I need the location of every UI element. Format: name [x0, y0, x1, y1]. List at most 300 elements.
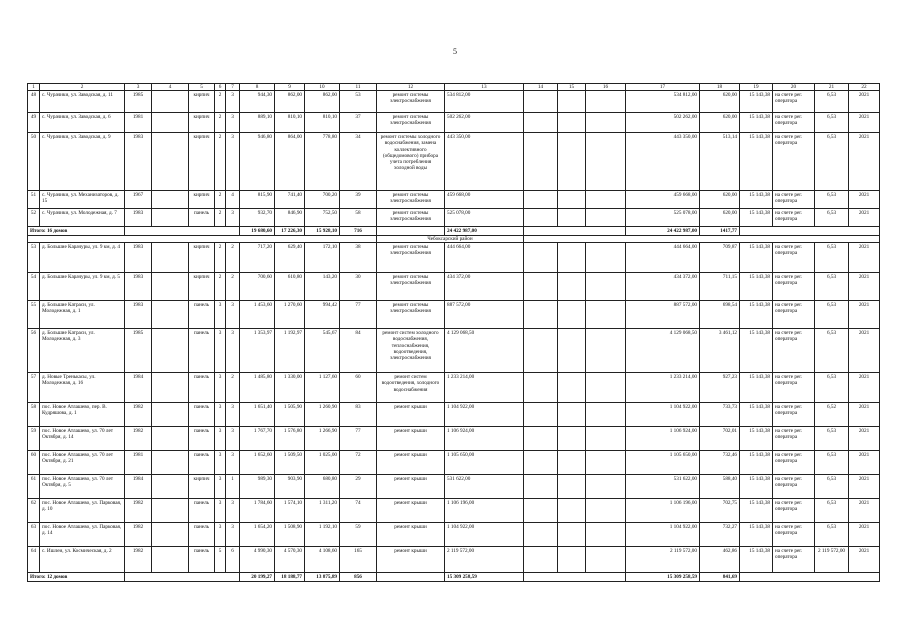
table-cell: ремонт системы электроснабжения — [377, 301, 445, 329]
table-cell: 3 — [226, 301, 240, 329]
table-cell: 2021 — [849, 403, 880, 427]
table-cell: кирпич — [189, 91, 215, 113]
table-cell: 1981 — [125, 451, 152, 475]
table-cell: 6,53 — [815, 427, 849, 451]
table-cell: 1 485,80 — [240, 373, 275, 403]
table-cell: 525 078,00 — [626, 209, 700, 227]
table-cell: 887 572,00 — [445, 301, 524, 329]
table-row — [28, 499, 880, 523]
table-cell: 732,27 — [700, 523, 740, 547]
table-cell: 14 — [524, 84, 558, 91]
table-cell — [558, 523, 586, 547]
table-cell: 2021 — [849, 243, 880, 273]
table-cell: 741,40 — [275, 191, 305, 209]
table-row — [28, 113, 880, 133]
table-cell — [524, 475, 558, 499]
table-cell: кирпич — [189, 191, 215, 209]
table-cell: 51 — [28, 191, 40, 209]
table-cell: 61 — [28, 475, 40, 499]
table-cell: 1 574,10 — [275, 499, 305, 523]
table-row — [28, 329, 880, 373]
table-cell: кирпич — [189, 243, 215, 273]
table-cell — [152, 547, 189, 573]
table-cell: 1 233 214,00 — [445, 373, 524, 403]
table-cell: 15 143,38 — [740, 403, 773, 427]
table-cell: 6,53 — [815, 91, 849, 113]
table-cell: 58 — [28, 403, 40, 427]
table-cell: пос. Новое Атлашево, ул. 70 лет Октября, д. 21 — [40, 451, 125, 475]
housing-repair-table — [27, 83, 880, 582]
table-cell: 2021 — [849, 451, 880, 475]
table-cell: 462,86 — [700, 547, 740, 573]
table-cell: 702,75 — [700, 499, 740, 523]
table-cell: 72 — [340, 451, 377, 475]
table-cell: пос. Новое Атлашево, ул. Парковая, д. 10 — [40, 499, 125, 523]
table-cell — [28, 236, 377, 243]
table-cell: на счете рег. оператора — [773, 523, 815, 547]
table-cell: 1 127,60 — [305, 373, 340, 403]
table-cell: с. Ишлеи, ул. Космическая, д. 2 — [40, 547, 125, 573]
table-cell — [586, 475, 626, 499]
table-cell: 9 — [275, 84, 305, 91]
table-cell: панель — [189, 301, 215, 329]
table-cell: 4 129 068,50 — [445, 329, 524, 373]
table-cell: 502 262,00 — [626, 113, 700, 133]
table-cell — [152, 191, 189, 209]
table-cell: 15 143,38 — [740, 329, 773, 373]
table-cell: ремонт крыши — [377, 499, 445, 523]
table-cell — [524, 523, 558, 547]
table-cell: 841,69 — [700, 573, 740, 582]
table-cell: 24 422 987,00 — [445, 227, 524, 236]
table-cell: 1 192,97 — [275, 329, 305, 373]
table-cell: 1982 — [125, 547, 152, 573]
table-cell: 6,53 — [815, 273, 849, 301]
table-cell: 15 309 258,59 — [445, 573, 524, 582]
table-cell: 2 — [215, 91, 226, 113]
table-cell: 1984 — [125, 475, 152, 499]
table-cell: 3 — [226, 91, 240, 113]
table-cell: 83 — [340, 403, 377, 427]
table-cell: 15 143,38 — [740, 523, 773, 547]
table-cell: 1985 — [125, 329, 152, 373]
table-cell: 1 330,00 — [275, 373, 305, 403]
table-cell: 57 — [28, 373, 40, 403]
table-cell: 2 — [40, 84, 125, 91]
page-number: 5 — [453, 47, 457, 56]
table-cell: на счете рег. оператора — [773, 209, 815, 227]
table-cell — [152, 91, 189, 113]
table-cell: кирпич — [189, 273, 215, 301]
table-cell: на счете рег. оператора — [773, 427, 815, 451]
table-cell: д. Новые Тренькасы, ул. Молодежная, д. 16 — [40, 373, 125, 403]
table-cell: 680,80 — [305, 475, 340, 499]
table-cell: 443 350,00 — [626, 133, 700, 191]
table-row — [28, 133, 880, 191]
table-cell: ремонт крыши — [377, 547, 445, 573]
table-cell: 5 — [215, 547, 226, 573]
table-cell: 11 — [340, 84, 377, 91]
table-cell: 60 — [340, 373, 377, 403]
table-cell: 862,00 — [275, 91, 305, 113]
table-row — [28, 243, 880, 273]
table-cell: 6,53 — [815, 133, 849, 191]
table-cell: Чебоксарский район — [377, 236, 524, 243]
table-cell: 2021 — [849, 133, 880, 191]
table-cell: 620,00 — [700, 209, 740, 227]
table-cell — [524, 499, 558, 523]
table-cell: 700,60 — [240, 273, 275, 301]
table-row — [28, 475, 880, 499]
table-cell: 1 784,60 — [240, 499, 275, 523]
table-cell — [586, 191, 626, 209]
table-cell: 53 — [340, 91, 377, 113]
table-cell: 18 188,77 — [275, 573, 305, 582]
table-cell — [524, 227, 626, 236]
table-cell: панель — [189, 451, 215, 475]
table-cell — [558, 329, 586, 373]
table-cell: 862,00 — [305, 91, 340, 113]
table-cell: 6,53 — [815, 209, 849, 227]
table-cell: 1983 — [125, 273, 152, 301]
table-cell: 6 — [226, 547, 240, 573]
table-cell — [125, 227, 240, 236]
table-cell — [586, 373, 626, 403]
table-cell — [586, 329, 626, 373]
table-cell: 1 260,90 — [305, 403, 340, 427]
table-cell — [152, 523, 189, 547]
table-cell — [558, 499, 586, 523]
table-cell: 2 — [215, 273, 226, 301]
table-cell — [586, 243, 626, 273]
column-number-row — [28, 84, 880, 91]
table-cell: 1 651,40 — [240, 403, 275, 427]
table-cell: 20 199,27 — [240, 573, 275, 582]
table-row — [28, 91, 880, 113]
table-cell: 17 — [626, 84, 700, 91]
table-cell: 944,30 — [240, 91, 275, 113]
table-cell: 887 572,00 — [626, 301, 700, 329]
table-cell: 3 461,12 — [700, 329, 740, 373]
table-row — [28, 273, 880, 301]
table-cell: 444 664,00 — [626, 243, 700, 273]
table-cell: 3 — [215, 373, 226, 403]
table-cell — [586, 427, 626, 451]
table-cell: ремонт системы электроснабжения — [377, 113, 445, 133]
table-cell: ремонт системы электроснабжения — [377, 273, 445, 301]
table-cell: 39 — [340, 191, 377, 209]
table-cell: 2 — [215, 209, 226, 227]
table-cell: на счете рег. оператора — [773, 547, 815, 573]
table-cell: 717,20 — [240, 243, 275, 273]
table-cell: 903,90 — [275, 475, 305, 499]
table-cell: 6,53 — [815, 475, 849, 499]
table-cell: 3 — [226, 329, 240, 373]
table-cell: ремонт системы электроснабжения — [377, 243, 445, 273]
table-cell — [586, 91, 626, 113]
table-cell: 15 143,38 — [740, 451, 773, 475]
table-cell — [586, 301, 626, 329]
table-cell: пос. Новое Атлашево, ул. 70 лет Октября, д. 14 — [40, 427, 125, 451]
table-cell — [524, 91, 558, 113]
table-cell — [586, 113, 626, 133]
table-cell: 864,00 — [275, 133, 305, 191]
table-cell: 932,70 — [240, 209, 275, 227]
table-cell — [524, 191, 558, 209]
table-cell — [152, 243, 189, 273]
table-cell: 2 — [215, 243, 226, 273]
table-cell — [524, 573, 626, 582]
table-cell — [558, 301, 586, 329]
table-cell: д. Большие Карачуры, ул. 9 км, д. 5 — [40, 273, 125, 301]
table-cell: ремонт крыши — [377, 475, 445, 499]
table-cell: 4 570,30 — [275, 547, 305, 573]
table-cell — [524, 329, 558, 373]
table-cell: 15 143,38 — [740, 373, 773, 403]
table-cell: 2 — [226, 373, 240, 403]
table-row — [28, 209, 880, 227]
table-cell: 1 192,10 — [305, 523, 340, 547]
table-cell: 15 309 258,59 — [626, 573, 700, 582]
table-cell: 19 680,60 — [240, 227, 275, 236]
table-cell — [558, 243, 586, 273]
table-cell: панель — [189, 547, 215, 573]
table-cell: 1 509,50 — [275, 451, 305, 475]
table-cell — [586, 499, 626, 523]
table-cell: 77 — [340, 301, 377, 329]
table-cell: на счете рег. оператора — [773, 451, 815, 475]
table-cell: 1983 — [125, 301, 152, 329]
table-cell: 1 106 196,00 — [626, 499, 700, 523]
table-cell: 74 — [340, 499, 377, 523]
table-cell: 4 — [152, 84, 189, 91]
table-cell: ремонт системы холодного водоснабжения, замена коллективного (общедомового) прибора учета потребления холодной воды — [377, 133, 445, 191]
table-cell: 752,50 — [305, 209, 340, 227]
table-cell: 1 233 214,00 — [626, 373, 700, 403]
table-cell — [152, 113, 189, 133]
table-cell: 172,10 — [305, 243, 340, 273]
table-cell: 15 — [558, 84, 586, 91]
table-cell: 1981 — [125, 113, 152, 133]
table-row — [28, 451, 880, 475]
table-cell: 3 — [226, 133, 240, 191]
table-cell: 1982 — [125, 499, 152, 523]
table-cell — [377, 227, 445, 236]
table-cell — [586, 209, 626, 227]
table-cell: 4 — [226, 191, 240, 209]
table-cell: 1983 — [125, 133, 152, 191]
table-cell — [558, 403, 586, 427]
table-cell: 3 — [215, 427, 226, 451]
table-cell: 1 104 922,00 — [626, 523, 700, 547]
table-cell: 534 812,00 — [445, 91, 524, 113]
table-cell: 2021 — [849, 113, 880, 133]
table-cell: 30 — [340, 273, 377, 301]
table-row — [28, 427, 880, 451]
table-cell: 2021 — [849, 373, 880, 403]
table-cell: пос. Новое Атлашево, ул. 70 лет Октября, д. 5 — [40, 475, 125, 499]
table-cell: ремонт крыши — [377, 427, 445, 451]
table-cell: 2021 — [849, 301, 880, 329]
table-cell: 16 — [586, 84, 626, 91]
table-cell: ремонт системы электроснабжения — [377, 91, 445, 113]
table-cell — [558, 273, 586, 301]
table-cell — [152, 451, 189, 475]
table-cell — [524, 373, 558, 403]
table-cell: 1967 — [125, 191, 152, 209]
table-row — [28, 523, 880, 547]
table-cell — [586, 133, 626, 191]
table-cell: 698,54 — [700, 301, 740, 329]
table-cell: 15 143,38 — [740, 91, 773, 113]
table-cell — [558, 451, 586, 475]
table-cell — [152, 329, 189, 373]
table-cell: 20 — [773, 84, 815, 91]
table-cell: 21 — [815, 84, 849, 91]
table-cell — [524, 133, 558, 191]
table-cell: 513,14 — [700, 133, 740, 191]
table-cell: 60 — [28, 451, 40, 475]
table-cell: 15 928,10 — [305, 227, 340, 236]
table-cell — [524, 236, 880, 243]
table-cell: 6,52 — [815, 403, 849, 427]
table-cell: 15 143,38 — [740, 243, 773, 273]
table-cell — [152, 301, 189, 329]
table-cell: 48 — [28, 91, 40, 113]
table-cell: 2 119 572,00 — [815, 547, 849, 573]
table-cell: 1982 — [125, 427, 152, 451]
total-row — [28, 573, 880, 582]
table-cell — [524, 403, 558, 427]
table-cell: 2 — [215, 133, 226, 191]
table-cell — [152, 273, 189, 301]
table-cell: 3 — [226, 113, 240, 133]
table-cell: 716 — [340, 227, 377, 236]
table-cell: 13 875,89 — [305, 573, 340, 582]
table-cell: 59 — [340, 523, 377, 547]
table-cell: 711,15 — [700, 273, 740, 301]
table-cell: 534 812,00 — [626, 91, 700, 113]
table-cell: 1 453,60 — [240, 301, 275, 329]
table-cell: 1982 — [125, 523, 152, 547]
table-cell: панель — [189, 499, 215, 523]
table-cell: 6,53 — [815, 373, 849, 403]
table-cell: 459 668,00 — [445, 191, 524, 209]
table-cell: 3 — [215, 451, 226, 475]
table-cell: 620,00 — [700, 91, 740, 113]
table-cell: 1 105 650,00 — [626, 451, 700, 475]
table-cell: 1 106 924,00 — [445, 427, 524, 451]
table-row — [28, 547, 880, 573]
table-cell — [152, 209, 189, 227]
table-cell: 15 143,38 — [740, 133, 773, 191]
table-cell: 143,20 — [305, 273, 340, 301]
table-cell: 37 — [340, 113, 377, 133]
table-cell: 12 — [377, 84, 445, 91]
table-cell: 3 — [215, 523, 226, 547]
table-cell: 17 226,30 — [275, 227, 305, 236]
table-cell: Итого: 12 домов — [28, 573, 125, 582]
table-cell: 2021 — [849, 475, 880, 499]
table-cell: 810,10 — [305, 113, 340, 133]
table-cell: 2021 — [849, 329, 880, 373]
table-cell: 49 — [28, 113, 40, 133]
table-cell: 15 143,38 — [740, 475, 773, 499]
table-cell — [558, 91, 586, 113]
table-cell: 62 — [28, 499, 40, 523]
table-cell: 443 350,00 — [445, 133, 524, 191]
table-cell: 1985 — [125, 91, 152, 113]
table-cell — [524, 427, 558, 451]
table-cell: на счете рег. оператора — [773, 243, 815, 273]
table-cell — [377, 573, 445, 582]
table-cell: 84 — [340, 329, 377, 373]
table-cell — [152, 133, 189, 191]
table-cell: на счете рег. оператора — [773, 273, 815, 301]
table-cell — [558, 373, 586, 403]
table-cell: 531 622,00 — [626, 475, 700, 499]
table-cell: 810,10 — [275, 113, 305, 133]
table-cell: 1 767,70 — [240, 427, 275, 451]
table-cell: 2 119 572,00 — [445, 547, 524, 573]
total-row — [28, 227, 880, 236]
table-cell: 58 — [340, 209, 377, 227]
table-cell: 63 — [28, 523, 40, 547]
table-cell: на счете рег. оператора — [773, 91, 815, 113]
table-cell: 1 104 922,00 — [445, 523, 524, 547]
table-cell: панель — [189, 329, 215, 373]
table-cell: 2 — [215, 191, 226, 209]
table-cell: 2 — [226, 243, 240, 273]
table-cell: кирпич — [189, 133, 215, 191]
table-cell: 588,40 — [700, 475, 740, 499]
table-cell: кирпич — [189, 475, 215, 499]
table-cell: 3 — [226, 451, 240, 475]
table-cell — [558, 113, 586, 133]
table-cell: 6,53 — [815, 523, 849, 547]
table-cell: панель — [189, 523, 215, 547]
table-cell: панель — [189, 403, 215, 427]
table-cell: 6,53 — [815, 113, 849, 133]
table-cell: 434 372,00 — [445, 273, 524, 301]
table-cell: 1 311,20 — [305, 499, 340, 523]
table-cell: ремонт крыши — [377, 451, 445, 475]
table-cell: 700,20 — [305, 191, 340, 209]
table-cell: с. Чурачики, ул. Заводская, д. 11 — [40, 91, 125, 113]
table-cell: 946,80 — [240, 133, 275, 191]
table-cell: на счете рег. оператора — [773, 329, 815, 373]
table-cell: 1983 — [125, 243, 152, 273]
table-cell: 629,40 — [275, 243, 305, 273]
table-cell: 2 — [226, 273, 240, 301]
table-cell: 6,53 — [815, 301, 849, 329]
table-cell: 525 078,00 — [445, 209, 524, 227]
table-cell: 1 576,80 — [275, 427, 305, 451]
table-cell: 444 664,00 — [445, 243, 524, 273]
table-cell: 989,30 — [240, 475, 275, 499]
table-cell — [152, 499, 189, 523]
district-row — [28, 236, 880, 243]
table-cell: 2 — [215, 113, 226, 133]
table-cell: 77 — [340, 427, 377, 451]
table-cell: 856 — [340, 573, 377, 582]
table-cell: панель — [189, 373, 215, 403]
table-cell: 1983 — [125, 209, 152, 227]
table-cell: на счете рег. оператора — [773, 403, 815, 427]
table-cell — [524, 209, 558, 227]
table-cell: 927,23 — [700, 373, 740, 403]
table-cell: 8 — [240, 84, 275, 91]
